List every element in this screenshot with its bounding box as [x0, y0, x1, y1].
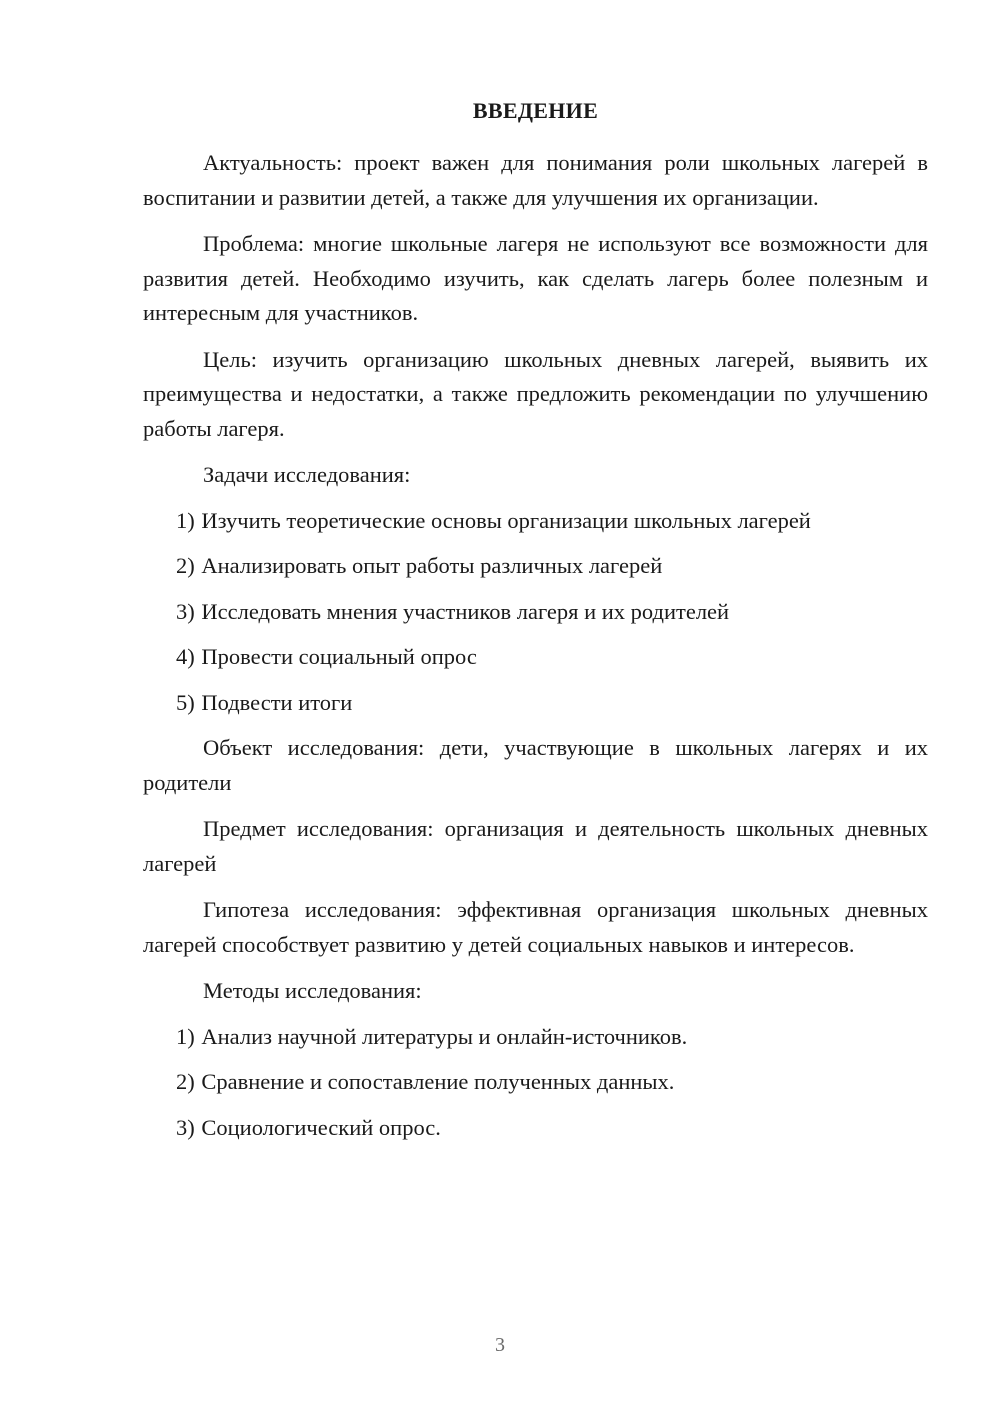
list-item — [143, 1111, 928, 1146]
page-title: ВВЕДЕНИЕ — [472, 98, 599, 123]
list-item-number: 1) — [176, 1023, 195, 1049]
list-item-text: Социологический опрос. — [201, 1114, 441, 1140]
list-item-text: Анализировать опыт работы различных лагерей — [201, 553, 663, 578]
object-paragraph: Объект исследования: дети, участвующие в школьных лагерях и их родители — [143, 735, 928, 795]
list-item-number: 5) — [176, 689, 195, 715]
list-item — [143, 686, 928, 721]
goal-paragraph: Цель: изучить организацию школьных дневных лагерей, выявить их преимущества и недостатки, а также предложить рекомендации по улучшению работы лагеря. — [143, 346, 928, 441]
list-item-text: Провести социальный опрос — [201, 644, 477, 669]
tasks-heading: Задачи исследования: — [203, 462, 411, 487]
list-item-text: Исследовать мнения участников лагеря и их родителей — [201, 598, 730, 624]
methods-list — [143, 1020, 928, 1146]
methods-heading: Методы исследования: — [203, 978, 422, 1003]
problem-paragraph: Проблема: многие школьные лагеря не используют все возможности для развития детей. Необходимо изучить, как сделать лагерь более полезным и интересным для участников. — [143, 231, 928, 325]
list-item-number: 4) — [176, 644, 195, 669]
tasks-list — [143, 504, 928, 721]
list-item-number: 1) — [176, 507, 195, 533]
list-item — [143, 1020, 928, 1055]
list-item-text: Изучить теоретические основы организации школьных лагерей — [201, 507, 811, 533]
list-item-number: 3) — [176, 598, 195, 624]
actuality-paragraph: Актуальность: проект важен для понимания роли школьных лагерей в воспитании и развитии детей, а также для улучшения их организации. — [143, 150, 928, 210]
list-item — [143, 549, 928, 584]
list-item-text: Сравнение и сопоставление полученных данных. — [201, 1069, 675, 1094]
list-item — [143, 1065, 928, 1100]
list-item-text: Подвести итоги — [201, 689, 353, 715]
list-item-number: 2) — [176, 1069, 195, 1094]
page-number: 3 — [495, 1334, 505, 1356]
hypothesis-paragraph: Гипотеза исследования: эффективная организация школьных дневных лагерей способствует развитию у детей социальных навыков и интересов. — [143, 897, 928, 957]
list-item — [143, 595, 928, 630]
list-item-number: 3) — [176, 1114, 195, 1140]
subject-paragraph: Предмет исследования: организация и деятельность школьных дневных лагерей — [143, 816, 928, 876]
list-item — [143, 504, 928, 539]
document-page — [143, 96, 928, 1156]
list-item — [143, 640, 928, 675]
list-item-number: 2) — [176, 553, 195, 578]
list-item-text: Анализ научной литературы и онлайн-источников. — [201, 1023, 688, 1049]
